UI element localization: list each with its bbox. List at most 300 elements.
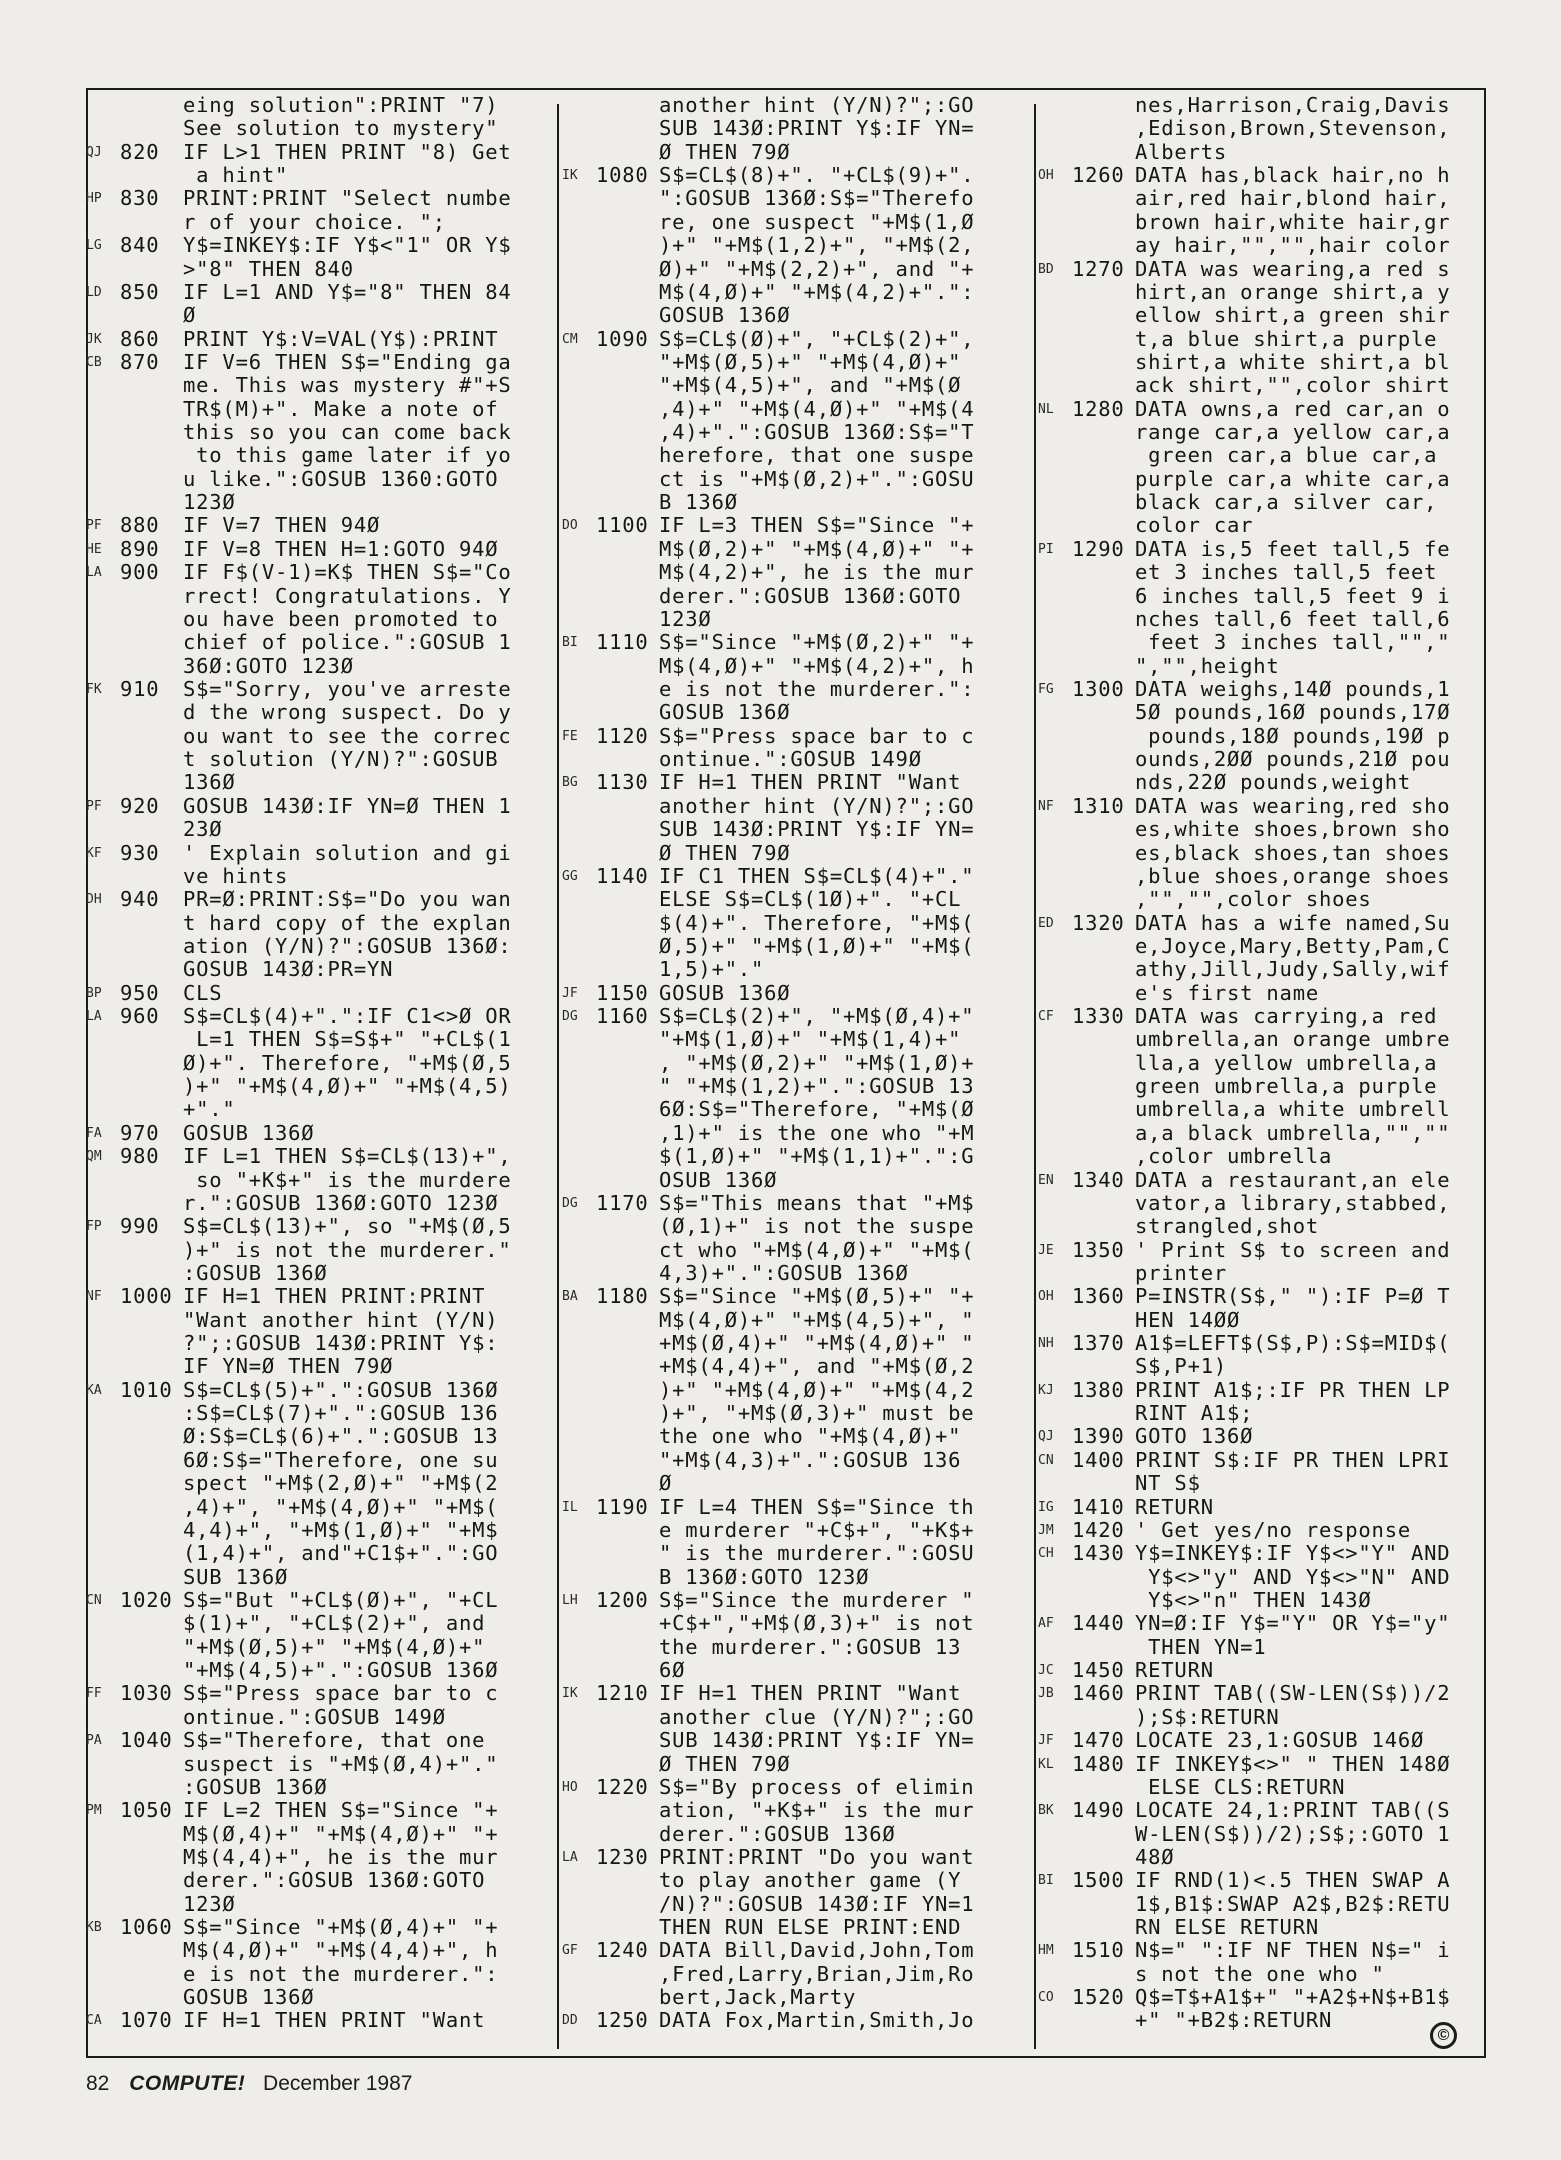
line-number: 1050 [120, 1798, 173, 1823]
statement-text: LOCATE 23,1:GOSUB 146Ø [1135, 1728, 1425, 1753]
statement-text: Ø THEN 79Ø [659, 139, 791, 164]
line-number: 1060 [120, 1915, 173, 1940]
code-line [562, 1916, 1035, 1939]
code-line [86, 771, 559, 794]
code-line [1038, 1542, 1511, 1565]
statement-text: SUB 143Ø:PRINT Y$:IF YN= [659, 116, 975, 141]
checksum-code: PF [86, 518, 102, 534]
statement-text: the murderer.":GOSUB 13 [659, 1634, 962, 1659]
checksum-code: NH [1038, 1336, 1054, 1352]
statement-text: >"8" THEN 840 [183, 256, 354, 281]
page-footer [86, 2064, 412, 2104]
statement-text: color car [1135, 513, 1254, 538]
checksum-code: BK [1038, 1803, 1054, 1819]
code-line [562, 1682, 1035, 1705]
code-line [562, 1939, 1035, 1962]
checksum-code: BI [562, 635, 578, 651]
statement-text: GOSUB 143Ø:PR=YN [183, 957, 394, 982]
statement-text: S$=CL$(4)+".":IF C1<>Ø OR [183, 1004, 512, 1029]
statement-text: )+", "+M$(Ø,3)+" must be [659, 1401, 975, 1426]
checksum-code: JF [1038, 1733, 1054, 1749]
code-line [86, 304, 559, 327]
line-number: 1370 [1072, 1331, 1125, 1356]
statement-text: B 136Ø:GOTO 123Ø [659, 1564, 870, 1589]
code-line [562, 374, 1035, 397]
statement-text: Ø [659, 1471, 673, 1496]
statement-text: ,blue shoes,orange shoes [1135, 863, 1451, 888]
end-of-article-mark: © [1430, 2022, 1457, 2049]
code-line [1038, 421, 1511, 444]
code-line [562, 888, 1035, 911]
code-line [86, 421, 559, 444]
line-number: 1400 [1072, 1447, 1125, 1472]
code-line [86, 585, 559, 608]
statement-text: LOCATE 24,1:PRINT TAB((S [1135, 1798, 1451, 1823]
statement-text: 6Ø:S$="Therefore, "+M$(Ø [659, 1097, 975, 1122]
checksum-code: IL [562, 1499, 578, 1515]
statement-text: THEN YN=1 [1135, 1634, 1267, 1659]
code-line [562, 1472, 1035, 1495]
statement-text: nes,Harrison,Craig,Davis [1135, 94, 1451, 117]
code-line [1038, 1098, 1511, 1121]
code-line [86, 1052, 559, 1075]
code-line [562, 1799, 1035, 1822]
code-line [86, 1285, 559, 1308]
statement-text: umbrella,an orange umbre [1135, 1027, 1451, 1052]
statement-text: IF L=1 AND Y$="8" THEN 84 [183, 279, 512, 304]
statement-text: t hard copy of the explan [183, 910, 512, 935]
code-line [562, 1729, 1035, 1752]
checksum-code: IK [562, 1686, 578, 1702]
statement-text: purple car,a white car,a [1135, 466, 1451, 491]
code-line [86, 795, 559, 818]
statement-text: "+M$(4,3)+".":GOSUB 136 [659, 1447, 962, 1472]
statement-text: feet 3 inches tall,""," [1135, 630, 1451, 655]
statement-text: +" "+B2$:RETURN [1135, 2008, 1333, 2033]
statement-text: ,4)+", "+M$(4,Ø)+" "+M$( [183, 1494, 499, 1519]
listing-column-1 [86, 94, 559, 2048]
code-line [86, 187, 559, 210]
statement-text: , "+M$(Ø,2)+" "+M$(1,Ø)+ [659, 1050, 975, 1075]
code-line [86, 514, 559, 537]
code-line [562, 958, 1035, 981]
checksum-code: FG [1038, 681, 1054, 697]
code-line [1038, 1846, 1511, 1869]
statement-text: ct is "+M$(Ø,2)+".":GOSU [659, 466, 975, 491]
statement-text: "+M$(1,Ø)+" "+M$(1,4)+" [659, 1027, 962, 1052]
code-line [1038, 328, 1511, 351]
code-line [562, 1192, 1035, 1215]
statement-text: Y$<>"y" AND Y$<>"N" AND [1135, 1564, 1451, 1589]
code-line [1038, 538, 1511, 561]
code-line [86, 865, 559, 888]
code-line [1038, 818, 1511, 841]
statement-text: PR=Ø:PRINT:S$="Do you wan [183, 887, 512, 912]
statement-text: Y$<>"n" THEN 143Ø [1135, 1588, 1372, 1612]
statement-text: DATA owns,a red car,an o [1135, 396, 1451, 421]
statement-text: S$="Since "+M$(Ø,4)+" "+ [183, 1915, 499, 1940]
code-line [86, 538, 559, 561]
code-line [86, 1893, 559, 1916]
code-line [86, 468, 559, 491]
statement-text: DATA was wearing,red sho [1135, 793, 1451, 818]
line-number: 1500 [1072, 1868, 1125, 1893]
line-number: 1130 [596, 770, 649, 795]
statement-text: ' Get yes/no response [1135, 1517, 1411, 1542]
statement-text: M$(Ø,2)+" "+M$(4,Ø)+" "+ [659, 536, 975, 561]
statement-text: ' Print S$ to screen and [1135, 1237, 1451, 1262]
statement-text: re, one suspect "+M$(1,Ø [659, 209, 975, 234]
code-line [562, 795, 1035, 818]
checksum-code: DO [562, 518, 578, 534]
statement-text: green umbrella,a purple [1135, 1074, 1438, 1099]
statement-text: RETURN [1135, 1658, 1214, 1683]
code-line [86, 1612, 559, 1635]
statement-text: 6Ø:S$="Therefore, one su [183, 1447, 499, 1472]
code-line [86, 888, 559, 911]
statement-text: s not the one who " [1135, 1961, 1385, 1986]
code-line [1038, 701, 1511, 724]
code-line [562, 351, 1035, 374]
statement-text: W-LEN(S$))/2);S$;:GOTO 1 [1135, 1821, 1451, 1846]
code-line [86, 1472, 559, 1495]
checksum-code: IG [1038, 1499, 1054, 1515]
checksum-code: HE [86, 541, 102, 557]
checksum-code: IK [562, 168, 578, 184]
code-line [1038, 444, 1511, 467]
line-number: 1270 [1072, 256, 1125, 281]
statement-text: e,Joyce,Mary,Betty,Pam,C [1135, 933, 1451, 958]
code-line [86, 701, 559, 724]
code-line [562, 1566, 1035, 1589]
code-line [1038, 1566, 1511, 1589]
code-line [86, 1169, 559, 1192]
code-line [1038, 1612, 1511, 1635]
code-line [1038, 912, 1511, 935]
code-line [1038, 982, 1511, 1005]
statement-text: 4,4)+", "+M$(1,Ø)+" "+M$ [183, 1517, 499, 1542]
statement-text: spect "+M$(2,Ø)+" "+M$(2 [183, 1471, 499, 1496]
code-line [86, 1823, 559, 1846]
statement-text: Ø THEN 79Ø [659, 840, 791, 865]
code-line [562, 748, 1035, 771]
statement-text: M$(Ø,4)+" "+M$(4,Ø)+" "+ [183, 1821, 499, 1846]
checksum-code: BD [1038, 261, 1054, 277]
statement-text: ounds,2ØØ pounds,21Ø pou [1135, 747, 1451, 772]
code-line [1038, 1028, 1511, 1051]
line-number: 1180 [596, 1284, 649, 1309]
statement-text: );S$:RETURN [1135, 1704, 1280, 1729]
statement-text: SUB 136Ø [183, 1564, 289, 1589]
code-line [562, 538, 1035, 561]
checksum-code: FE [562, 728, 578, 744]
statement-text: S$=CL$(8)+". "+CL$(9)+". [659, 163, 975, 188]
checksum-code: BA [562, 1289, 578, 1305]
code-line [86, 117, 559, 140]
statement-text: PRINT:PRINT "Do you want [659, 1844, 975, 1869]
code-line [562, 94, 1035, 117]
line-number: 1090 [596, 326, 649, 351]
code-line [1038, 1215, 1511, 1238]
statement-text: 1$,B1$:SWAP A2$,B2$:RETU [1135, 1891, 1451, 1916]
statement-text: DATA has,black hair,no h [1135, 163, 1451, 188]
statement-text: S$="Since "+M$(Ø,5)+" "+ [659, 1284, 975, 1309]
code-line [562, 1636, 1035, 1659]
code-line [562, 1028, 1035, 1051]
code-line [562, 1496, 1035, 1519]
line-number: 1380 [1072, 1377, 1125, 1402]
code-line [562, 421, 1035, 444]
statement-text: IF RND(1)<.5 THEN SWAP A [1135, 1868, 1451, 1893]
statement-text: S$="But "+CL$(Ø)+", "+CL [183, 1588, 499, 1612]
code-line [86, 1215, 559, 1238]
statement-text: umbrella,a white umbrell [1135, 1097, 1451, 1122]
line-number: 1340 [1072, 1167, 1125, 1192]
checksum-code: HP [86, 191, 102, 207]
checksum-code: AF [1038, 1616, 1054, 1632]
code-line [1038, 678, 1511, 701]
checksum-code: FK [86, 681, 102, 697]
code-line [1038, 1589, 1511, 1612]
code-line [562, 701, 1035, 724]
code-line [562, 585, 1035, 608]
code-line [562, 1823, 1035, 1846]
statement-text: e's first name [1135, 980, 1319, 1005]
statement-text: ,4)+" "+M$(4,Ø)+" "+M$(4 [659, 396, 975, 421]
statement-text: ELSE CLS:RETURN [1135, 1774, 1346, 1799]
statement-text: me. This was mystery #"+S [183, 373, 512, 398]
code-line [86, 1589, 559, 1612]
checksum-code: FF [86, 1686, 102, 1702]
code-line [1038, 631, 1511, 654]
code-line [86, 444, 559, 467]
statement-text: es,white shoes,brown sho [1135, 817, 1451, 842]
checksum-code: LA [86, 565, 102, 581]
line-number: 1360 [1072, 1284, 1125, 1309]
statement-text: "+M$(4,5)+", and "+M$(Ø [659, 373, 962, 398]
statement-text: S$="Therefore, that one [183, 1728, 486, 1753]
statement-text: +C$+","+M$(Ø,3)+" is not [659, 1611, 975, 1636]
line-number: 830 [120, 186, 160, 211]
statement-text: ELSE S$=CL$(1Ø)+". "+CL [659, 887, 962, 912]
code-line [86, 1028, 559, 1051]
statement-text: DATA has a wife named,Su [1135, 910, 1451, 935]
code-line [562, 117, 1035, 140]
code-line [1038, 258, 1511, 281]
statement-text: ":GOSUB 136Ø:S$="Therefo [659, 186, 975, 211]
code-line [1038, 842, 1511, 865]
statement-text: OSUB 136Ø [659, 1167, 778, 1192]
checksum-code: NF [1038, 798, 1054, 814]
statement-text: RN ELSE RETURN [1135, 1915, 1319, 1940]
statement-text: derer.":GOSUB 136Ø:GOTO [183, 1868, 486, 1893]
code-line [86, 748, 559, 771]
statement-text: S$="Since the murderer " [659, 1588, 975, 1612]
code-line [86, 1706, 559, 1729]
line-number: 1200 [596, 1588, 649, 1612]
checksum-code: CO [1038, 1990, 1054, 2006]
line-number: 880 [120, 513, 160, 538]
code-line [86, 655, 559, 678]
line-number: 1240 [596, 1938, 649, 1963]
line-number: 1450 [1072, 1658, 1125, 1683]
statement-text: IF H=1 THEN PRINT "Want [659, 1681, 962, 1706]
statement-text: to this game later if yo [183, 443, 512, 468]
statement-text: black car,a silver car, [1135, 490, 1438, 515]
code-line [86, 958, 559, 981]
code-line [86, 1379, 559, 1402]
code-line [1038, 795, 1511, 818]
statement-text: IF V=7 THEN 94Ø [183, 513, 381, 538]
page-number: 82 [86, 2072, 110, 2095]
statement-text: S$="Since "+M$(Ø,2)+" "+ [659, 630, 975, 655]
line-number: 870 [120, 349, 160, 374]
code-line [562, 1893, 1035, 1916]
line-number: 1080 [596, 163, 649, 188]
code-line [1038, 1332, 1511, 1355]
statement-text: Ø THEN 79Ø [659, 1751, 791, 1776]
checksum-code: NL [1038, 401, 1054, 417]
code-line [562, 328, 1035, 351]
statement-text: printer [1135, 1260, 1227, 1285]
statement-text: SUB 143Ø:PRINT Y$:IF YN= [659, 817, 975, 842]
checksum-code: DD [562, 2013, 578, 2029]
checksum-code: FP [86, 1219, 102, 1235]
statement-text: S$="Press space bar to c [659, 723, 975, 748]
checksum-code: BP [86, 985, 102, 1001]
statement-text: " "+M$(1,2)+".":GOSUB 13 [659, 1074, 975, 1099]
code-line [86, 1799, 559, 1822]
statement-text: chief of police.":GOSUB 1 [183, 630, 512, 655]
statement-text: DATA a restaurant,an ele [1135, 1167, 1451, 1192]
line-number: 930 [120, 840, 160, 865]
code-line [86, 1753, 559, 1776]
code-line [86, 818, 559, 841]
checksum-code: CN [86, 1593, 102, 1608]
code-line [562, 187, 1035, 210]
listing-column-3 [1038, 94, 1511, 2048]
code-line [562, 982, 1035, 1005]
code-line [562, 1542, 1035, 1565]
code-line [562, 1519, 1035, 1542]
statement-text: GOSUB 136Ø [183, 1985, 315, 2010]
code-line [86, 1916, 559, 1939]
statement-text: (1,4)+", and"+C1$+".":GO [183, 1541, 499, 1566]
code-line [86, 2009, 559, 2032]
statement-text: es,black shoes,tan shoes [1135, 840, 1451, 865]
statement-text: shirt,a white shirt,a bl [1135, 349, 1451, 374]
statement-text: TR$(M)+". Make a note of [183, 396, 499, 421]
code-line [562, 608, 1035, 631]
line-number: 990 [120, 1214, 160, 1239]
checksum-code: JE [1038, 1242, 1054, 1258]
statement-text: P=INSTR(S$," "):IF P=Ø T [1135, 1284, 1451, 1309]
code-line [1038, 1145, 1511, 1168]
code-line [86, 211, 559, 234]
statement-text: e murderer "+C$+", "+K$+ [659, 1517, 975, 1542]
statement-text: ve hints [183, 863, 289, 888]
code-line [1038, 351, 1511, 374]
checksum-code: LA [86, 1009, 102, 1025]
checksum-code: ED [1038, 915, 1054, 931]
code-line [86, 1262, 559, 1285]
statement-text: 136Ø [183, 770, 236, 795]
statement-text: the one who "+M$(4,Ø)+" [659, 1424, 962, 1449]
statement-text: ation (Y/N)?":GOSUB 136Ø: [183, 933, 512, 958]
statement-text: PRINT:PRINT "Select numbe [183, 186, 512, 211]
statement-text: $(1)+", "+CL$(2)+", and [183, 1611, 486, 1636]
code-line [562, 818, 1035, 841]
code-line [1038, 1706, 1511, 1729]
statement-text: M$(4,Ø)+" "+M$(4,5)+", " [659, 1307, 975, 1332]
statement-text: r.":GOSUB 136Ø:GOTO 123Ø [183, 1190, 499, 1215]
statement-text: nds,22Ø pounds,weight [1135, 770, 1411, 795]
statement-text: S$=CL$(2)+", "+M$(Ø,4)+" [659, 1004, 975, 1029]
checksum-code: JK [86, 331, 102, 347]
statement-text: IF C1 THEN S$=CL$(4)+"." [659, 863, 975, 888]
statement-text: 36Ø:GOTO 123Ø [183, 653, 354, 678]
code-line [86, 1963, 559, 1986]
line-number: 1310 [1072, 793, 1125, 818]
statement-text: ontinue.":GOSUB 149Ø [183, 1704, 446, 1729]
statement-text: derer.":GOSUB 136Ø:GOTO [659, 583, 962, 608]
code-line [1038, 1239, 1511, 1262]
code-line [86, 351, 559, 374]
code-line [1038, 1753, 1511, 1776]
listing-column-2 [562, 94, 1035, 2048]
code-line [1038, 1472, 1511, 1495]
code-line [562, 935, 1035, 958]
code-line [1038, 304, 1511, 327]
statement-text: DATA weighs,14Ø pounds,1 [1135, 676, 1451, 701]
code-line [86, 1425, 559, 1448]
checksum-code: KA [86, 1382, 102, 1398]
line-number: 1490 [1072, 1798, 1125, 1823]
line-number: 980 [120, 1144, 160, 1169]
checksum-code: PI [1038, 541, 1054, 557]
code-line [562, 258, 1035, 281]
statement-text: range car,a yellow car,a [1135, 420, 1451, 445]
code-line [86, 1776, 559, 1799]
code-line [1038, 1776, 1511, 1799]
code-line [1038, 398, 1511, 421]
statement-text: +M$(4,4)+", and "+M$(Ø,2 [659, 1354, 975, 1379]
code-line [562, 771, 1035, 794]
checksum-code: KF [86, 845, 102, 861]
checksum-code: LH [562, 1593, 578, 1608]
statement-text: DATA Fox,Martin,Smith,Jo [659, 2008, 975, 2033]
code-line [1038, 117, 1511, 140]
code-line [562, 1122, 1035, 1145]
statement-text: another hint (Y/N)?";:GO [659, 94, 975, 117]
line-number: 1020 [120, 1588, 173, 1612]
statement-text: RETURN [1135, 1494, 1214, 1519]
statement-text: a hint" [183, 163, 289, 188]
code-line [1038, 1425, 1511, 1448]
statement-text: GOSUB 143Ø:IF YN=Ø THEN 1 [183, 793, 512, 818]
code-line [1038, 234, 1511, 257]
statement-text: S$="This means that "+M$ [659, 1190, 975, 1215]
statement-text: vator,a library,stabbed, [1135, 1190, 1451, 1215]
code-line [1038, 514, 1511, 537]
code-line [562, 1379, 1035, 1402]
code-line [86, 1309, 559, 1332]
line-number: 1330 [1072, 1004, 1125, 1029]
code-line [86, 1332, 559, 1355]
code-line [562, 141, 1035, 164]
code-line [86, 1239, 559, 1262]
checksum-code: CB [86, 354, 102, 370]
